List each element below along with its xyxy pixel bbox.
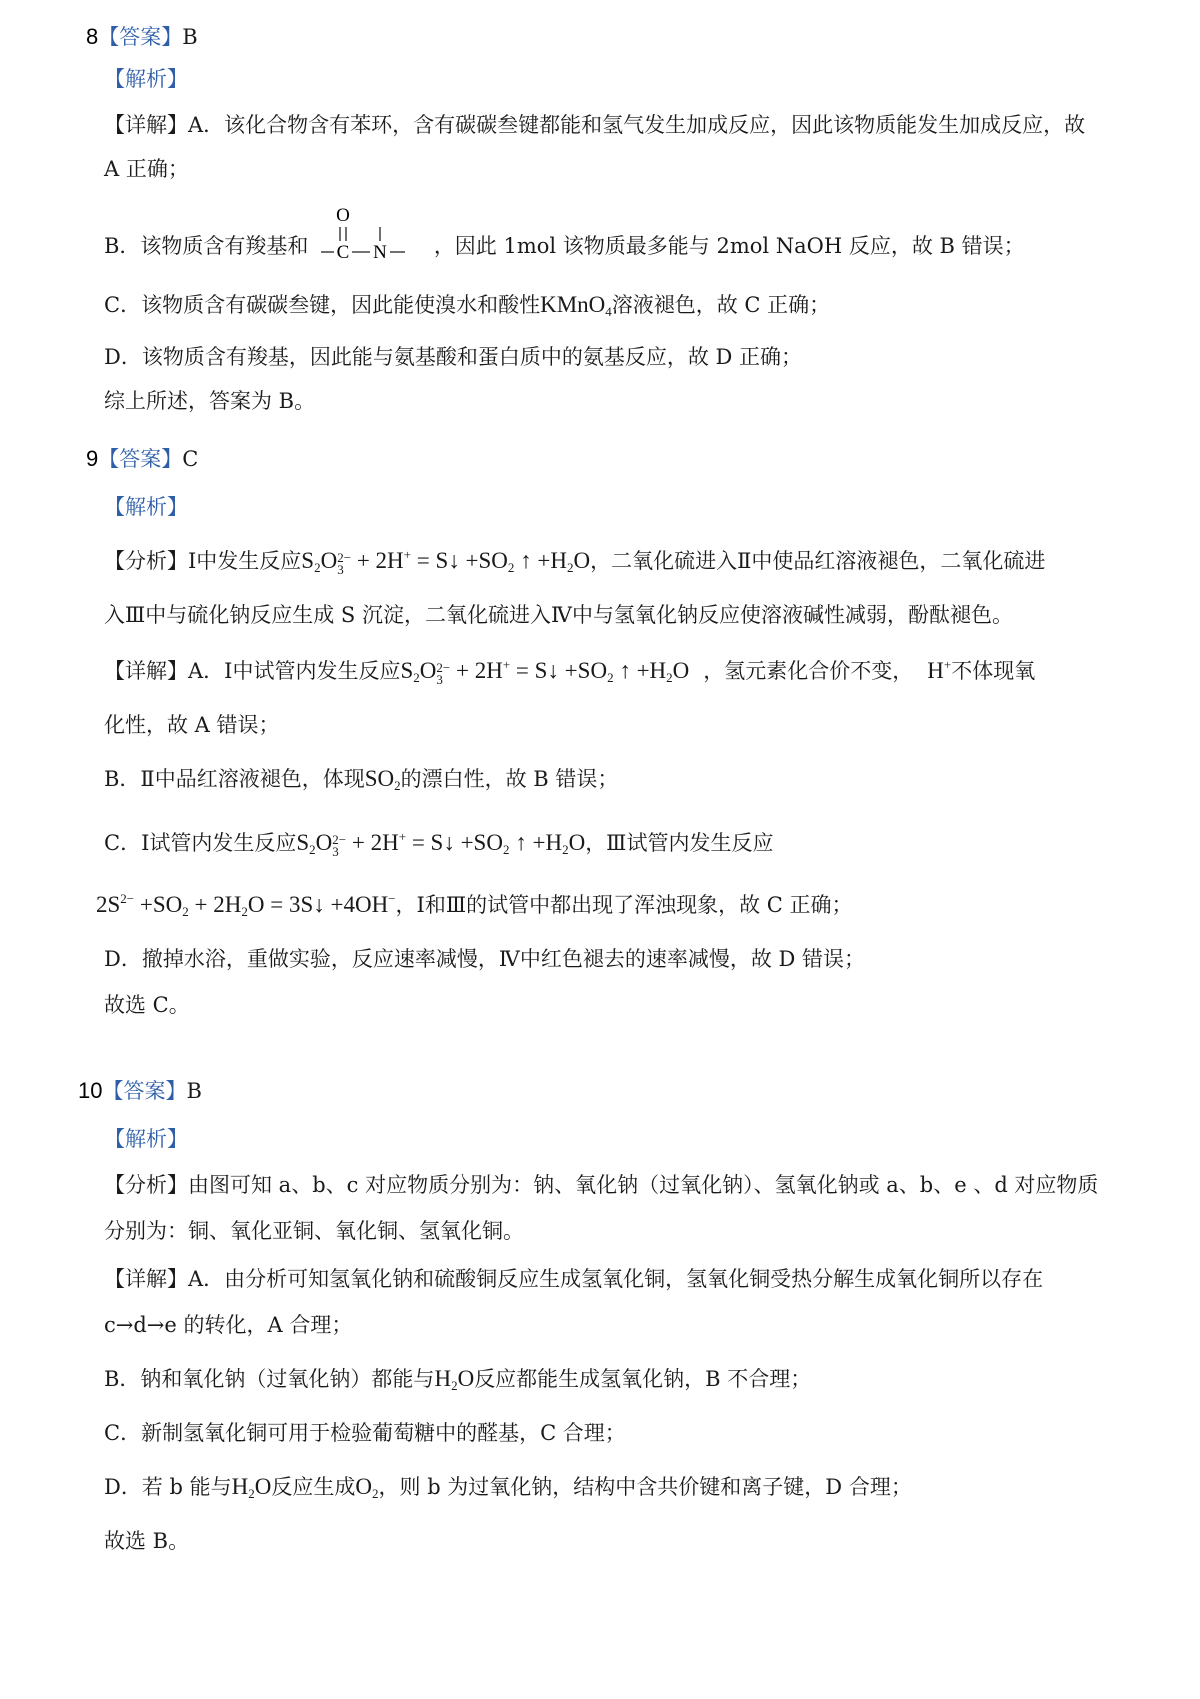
q8-b-post: ，因此 1mol 该物质最多能与 2mol NaOH 反应，故 B 错误；	[433, 234, 1025, 258]
q10-fenxi-2	[104, 1216, 524, 1246]
q8-option-d	[104, 342, 802, 372]
equation-2: $2S^{2-} +SO_2 + 2H_2O$ = 3S↓ +4OH−	[96, 891, 396, 919]
q9-b-post: 的漂白性，故 B 错误；	[400, 767, 619, 791]
q9-analysis-label-text: 【解析】	[104, 495, 188, 519]
q10-summary	[104, 1526, 189, 1556]
q9-a-post: 不体现氧	[951, 659, 1036, 683]
amide-o: O	[336, 205, 350, 226]
q10-number: 10	[78, 1078, 103, 1103]
q9-answer-line	[86, 444, 198, 474]
q10-a-1-text: A．由分析可知氢氧化钠和硫酸铜反应生成氢氧化铜，氢氧化铜受热分解生成氧化铜所以存在	[188, 1267, 1044, 1291]
h2o-formula-d: $H_2O$	[231, 1474, 272, 1501]
q10-detail-label: 【详解】	[104, 1267, 188, 1291]
h2o-formula-b: $H_2O$	[434, 1366, 475, 1393]
q8-d-text: D．该物质含有羧基，因此能与氨基酸和蛋白质中的氨基反应，故 D 正确；	[104, 345, 803, 369]
q9-number: 9	[86, 446, 99, 471]
so2-formula: $SO_2$	[364, 766, 401, 793]
q10-d-pre: D．若 b 能与	[104, 1475, 232, 1499]
q10-summary-text: 故选 B。	[104, 1529, 190, 1553]
h-plus: H+	[927, 657, 952, 683]
q9-fenxi-post: ，二氧化硫进入Ⅱ中使品红溶液褪色，二氧化硫进	[590, 549, 1046, 573]
q8-analysis-label	[104, 64, 188, 94]
q10-fenxi-1	[104, 1170, 1098, 1200]
q8-detail-a1	[104, 110, 1085, 140]
q8-option-c	[104, 290, 830, 320]
equation-1: $S_2O$ 2− 3 + 2H+ = S↓ $+SO_2$ ↑ $+H_2O$	[301, 547, 591, 577]
q8-detail-a2	[104, 154, 189, 184]
q9-option-b	[104, 764, 618, 794]
q9-c2-post: ，Ⅰ和Ⅲ的试管中都出现了浑浊现象，故 C 正确；	[395, 893, 853, 917]
q9-fenxi-2-text: 入Ⅲ中与硫化钠反应生成 S 沉淀，二氧化硫进入Ⅳ中与氢氧化钠反应使溶液碱性减弱，酚酞褪色。	[104, 603, 1013, 627]
q8-detail-a2-text: A 正确；	[104, 157, 189, 181]
q10-option-b	[104, 1364, 811, 1394]
q9-summary-text: 故选 C。	[104, 993, 190, 1017]
q9-answer: C	[182, 447, 199, 471]
q9-fenxi-label: 【分析】	[104, 549, 188, 573]
q9-detail-label: 【详解】	[104, 659, 188, 683]
q10-d-mid: 反应生成	[271, 1475, 356, 1499]
q10-analysis-label	[104, 1124, 188, 1154]
q10-fenxi-2-text: 分别为：铜、氧化亚铜、氧化铜、氢氧化铜。	[104, 1219, 524, 1243]
q9-b-pre: B．Ⅱ中品红溶液褪色，体现	[104, 767, 365, 791]
q10-detail-a2	[104, 1310, 352, 1340]
q8-analysis-label-text: 【解析】	[104, 67, 188, 91]
q9-d-text: D．撤掉水浴，重做实验，反应速率减慢，Ⅳ中红色褪去的速率减慢，故 D 错误；	[104, 947, 866, 971]
q9-fenxi-2	[104, 600, 1013, 630]
q10-answer-line	[78, 1076, 202, 1106]
amide-structure	[321, 203, 421, 292]
q8-answer-label: 【答案】	[98, 25, 183, 49]
q10-option-d	[104, 1472, 912, 1502]
q10-analysis-label-text: 【解析】	[104, 1127, 188, 1151]
q8-answer: B	[182, 25, 198, 49]
amide-n: N	[373, 242, 387, 263]
q9-fenxi-1	[104, 546, 1045, 576]
q8-detail-a1-text: A．该化合物含有苯环，含有碳碳叁键都能和氢气发生加成反应，因此该物质能发生加成反应，故	[188, 113, 1086, 137]
q10-c-text: C．新制氢氧化铜可用于检验葡萄糖中的醛基，C 合理；	[104, 1421, 626, 1445]
q9-analysis-label	[104, 492, 188, 522]
q9-c-pre: C．Ⅰ试管内发生反应	[104, 831, 297, 855]
q9-a-mid: ，氢元素化合价不变，	[703, 659, 914, 683]
q8-summary	[104, 386, 315, 416]
q9-option-c2	[96, 890, 853, 920]
q9-fenxi-pre: Ⅰ中发生反应	[188, 549, 302, 573]
q9-detail-a1	[104, 656, 1035, 686]
q8-number: 8	[86, 24, 99, 49]
q10-b-pre: B．钠和氧化钠（过氧化钠）都能与	[104, 1367, 435, 1391]
q10-detail-a1	[104, 1264, 1043, 1294]
equation-1-repeat-a: $S_2O$ 2− 3 + 2H+ = S↓ $+SO_2$ ↑ $+H_2O$	[400, 657, 690, 687]
q8-c-pre: C．该物质含有碳碳叁键，因此能使溴水和酸性	[104, 293, 541, 317]
q9-option-d	[104, 944, 865, 974]
q10-answer-label: 【答案】	[102, 1079, 187, 1103]
q8-detail-label: 【详解】	[104, 113, 188, 137]
q9-option-c	[104, 828, 773, 858]
amide-c: C	[336, 242, 350, 263]
kmno4-formula	[540, 292, 612, 317]
q8-summary-text: 综上所述，答案为 B。	[104, 389, 316, 413]
q9-summary	[104, 990, 190, 1020]
q9-a-2-text: 化性，故 A 错误；	[104, 713, 280, 737]
q8-option-b	[104, 203, 1025, 267]
q9-a-pre: A．Ⅰ中试管内发生反应	[188, 659, 401, 683]
q9-answer-label: 【答案】	[98, 447, 183, 471]
q10-b-post: 反应都能生成氢氧化钠，B 不合理；	[474, 1367, 812, 1391]
equation-1-repeat-c: $S_2O$ 2− 3 + 2H+ = S↓ $+SO_2$ ↑ $+H_2O$	[296, 829, 586, 859]
q10-fenxi-label: 【分析】	[104, 1173, 188, 1197]
q8-answer-line	[86, 22, 198, 52]
q10-answer: B	[186, 1079, 202, 1103]
q10-fenxi-1-text: 由图可知 a、b、c 对应物质分别为：钠、氧化钠（过氧化钠）、氢氧化钠或 a、b、e 、d 对应物质	[188, 1173, 1099, 1197]
q9-detail-a2	[104, 710, 280, 740]
kmno4-main: KMnO	[540, 292, 606, 317]
q8-b-pre: B．该物质含有羧基和	[104, 234, 309, 258]
q8-c-post: 溶液褪色，故 C 正确；	[611, 293, 831, 317]
q10-option-c	[104, 1418, 626, 1448]
kmno4-sub: 4	[605, 304, 612, 319]
q10-a-2-text: c→d→e 的转化，A 合理；	[104, 1313, 353, 1337]
q10-d-post: ，则 b 为过氧化钠，结构中含共价键和离子键，D 合理；	[378, 1475, 912, 1499]
q9-c-post: ，Ⅲ试管内发生反应	[585, 831, 774, 855]
o2-formula: $O_2$	[355, 1474, 379, 1501]
